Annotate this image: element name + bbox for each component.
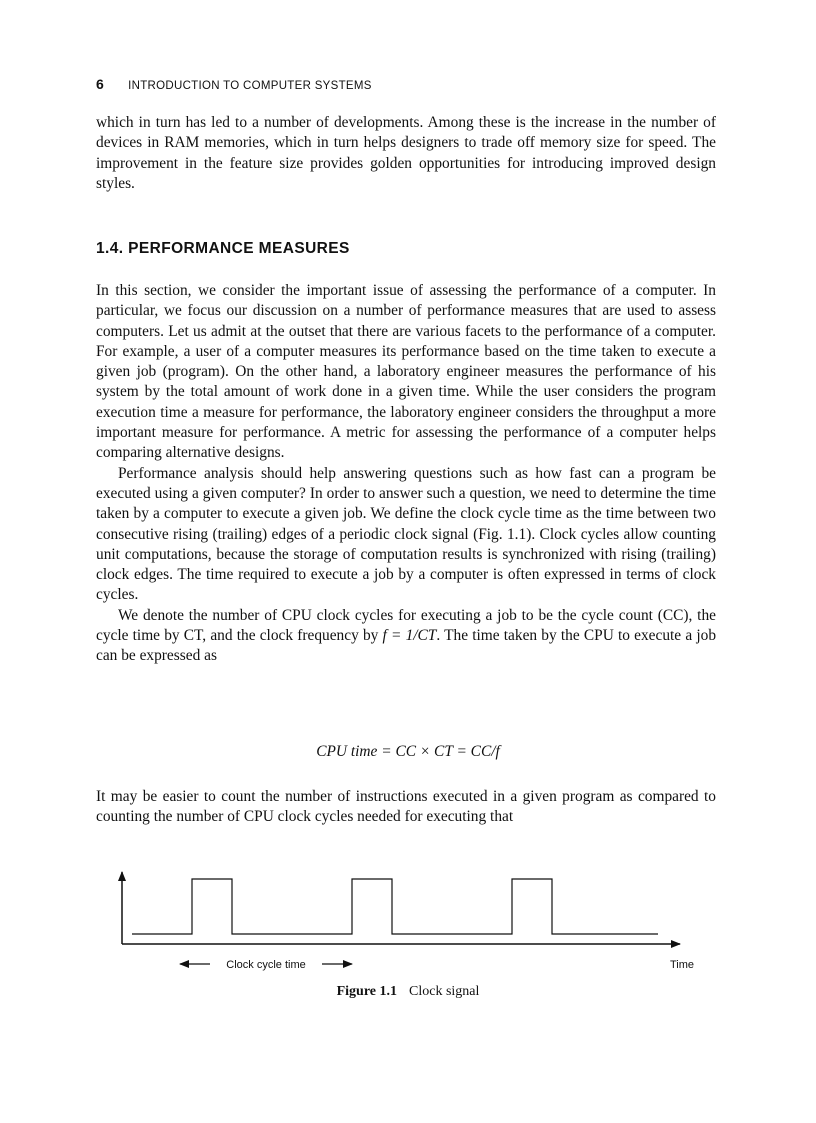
section-body xyxy=(96,281,716,667)
paragraph-3-text-a: We denote the number of CPU clock cycles for executing a job to be the cycle count (CC), the cycle time by CT, and the clock frequency by xyxy=(96,606,716,645)
figure-caption xyxy=(0,984,816,1000)
clock-cycle-time-label: Clock cycle time xyxy=(226,959,306,971)
cpu-time-equation: CPU time = CC × CT = CC/f xyxy=(316,743,500,760)
running-header xyxy=(96,76,372,92)
figure-label: Figure 1.1 xyxy=(336,984,397,999)
paragraph-3-text-b: . The time taken by the CPU to execute a job can be expressed as xyxy=(96,627,717,665)
intro-paragraph: which in turn has led to a number of developments. Among these is the increase in the number of devices in RAM memories, which in turn helps designers to trade off memory size for speed. The improvement in the feature size provides golden opportunities for introducing improved design styles. xyxy=(96,114,716,192)
running-title: INTRODUCTION TO COMPUTER SYSTEMS xyxy=(128,80,372,92)
paragraph-3 xyxy=(96,606,716,667)
clock-waveform xyxy=(132,879,658,934)
section-heading: 1.4. PERFORMANCE MEASURES xyxy=(96,240,350,257)
clock-signal-figure xyxy=(110,862,710,978)
time-axis-label: Time xyxy=(669,959,695,971)
paragraph-2: Performance analysis should help answering questions such as how fast can a program be executed using a given computer? In order to answer such a question, we need to determine the time taken by a computer to execute a given job. We define the clock cycle time as the time between two consecutive rising (trailing) edges of a periodic clock signal (Fig. 1.1). Clock cycles allow counting unit computations, because the storage of computation results is synchronized with rising (trailing) clock edges. The time required to execute a job by a computer is often expressed in terms of clock cycles. xyxy=(96,464,716,604)
paragraph-1: In this section, we consider the important issue of assessing the performance of a computer. In particular, we focus our discussion on a number of performance measures that are used to assess computers. Let us admit at the outset that there are various facets to the performance of a computer. For example, a user of a computer measures its performance based on the time taken to execute a given job (program). On the other hand, a laboratory engineer measures the performance of his system by the total amount of work done in a given time. While the user considers the program execution time a measure for performance, the laboratory engineer considers the throughput a more important measure for performance. A metric for assessing the performance of a computer helps comparing alternative designs. xyxy=(96,282,716,462)
paragraph-4: It may be easier to count the number of instructions executed in a given program as compared to counting the number of CPU clock cycles needed for executing that xyxy=(96,788,716,826)
page-number: 6 xyxy=(96,76,105,92)
figure-caption-text: Clock signal xyxy=(409,984,480,999)
frequency-formula: f = 1/CT xyxy=(382,627,437,645)
